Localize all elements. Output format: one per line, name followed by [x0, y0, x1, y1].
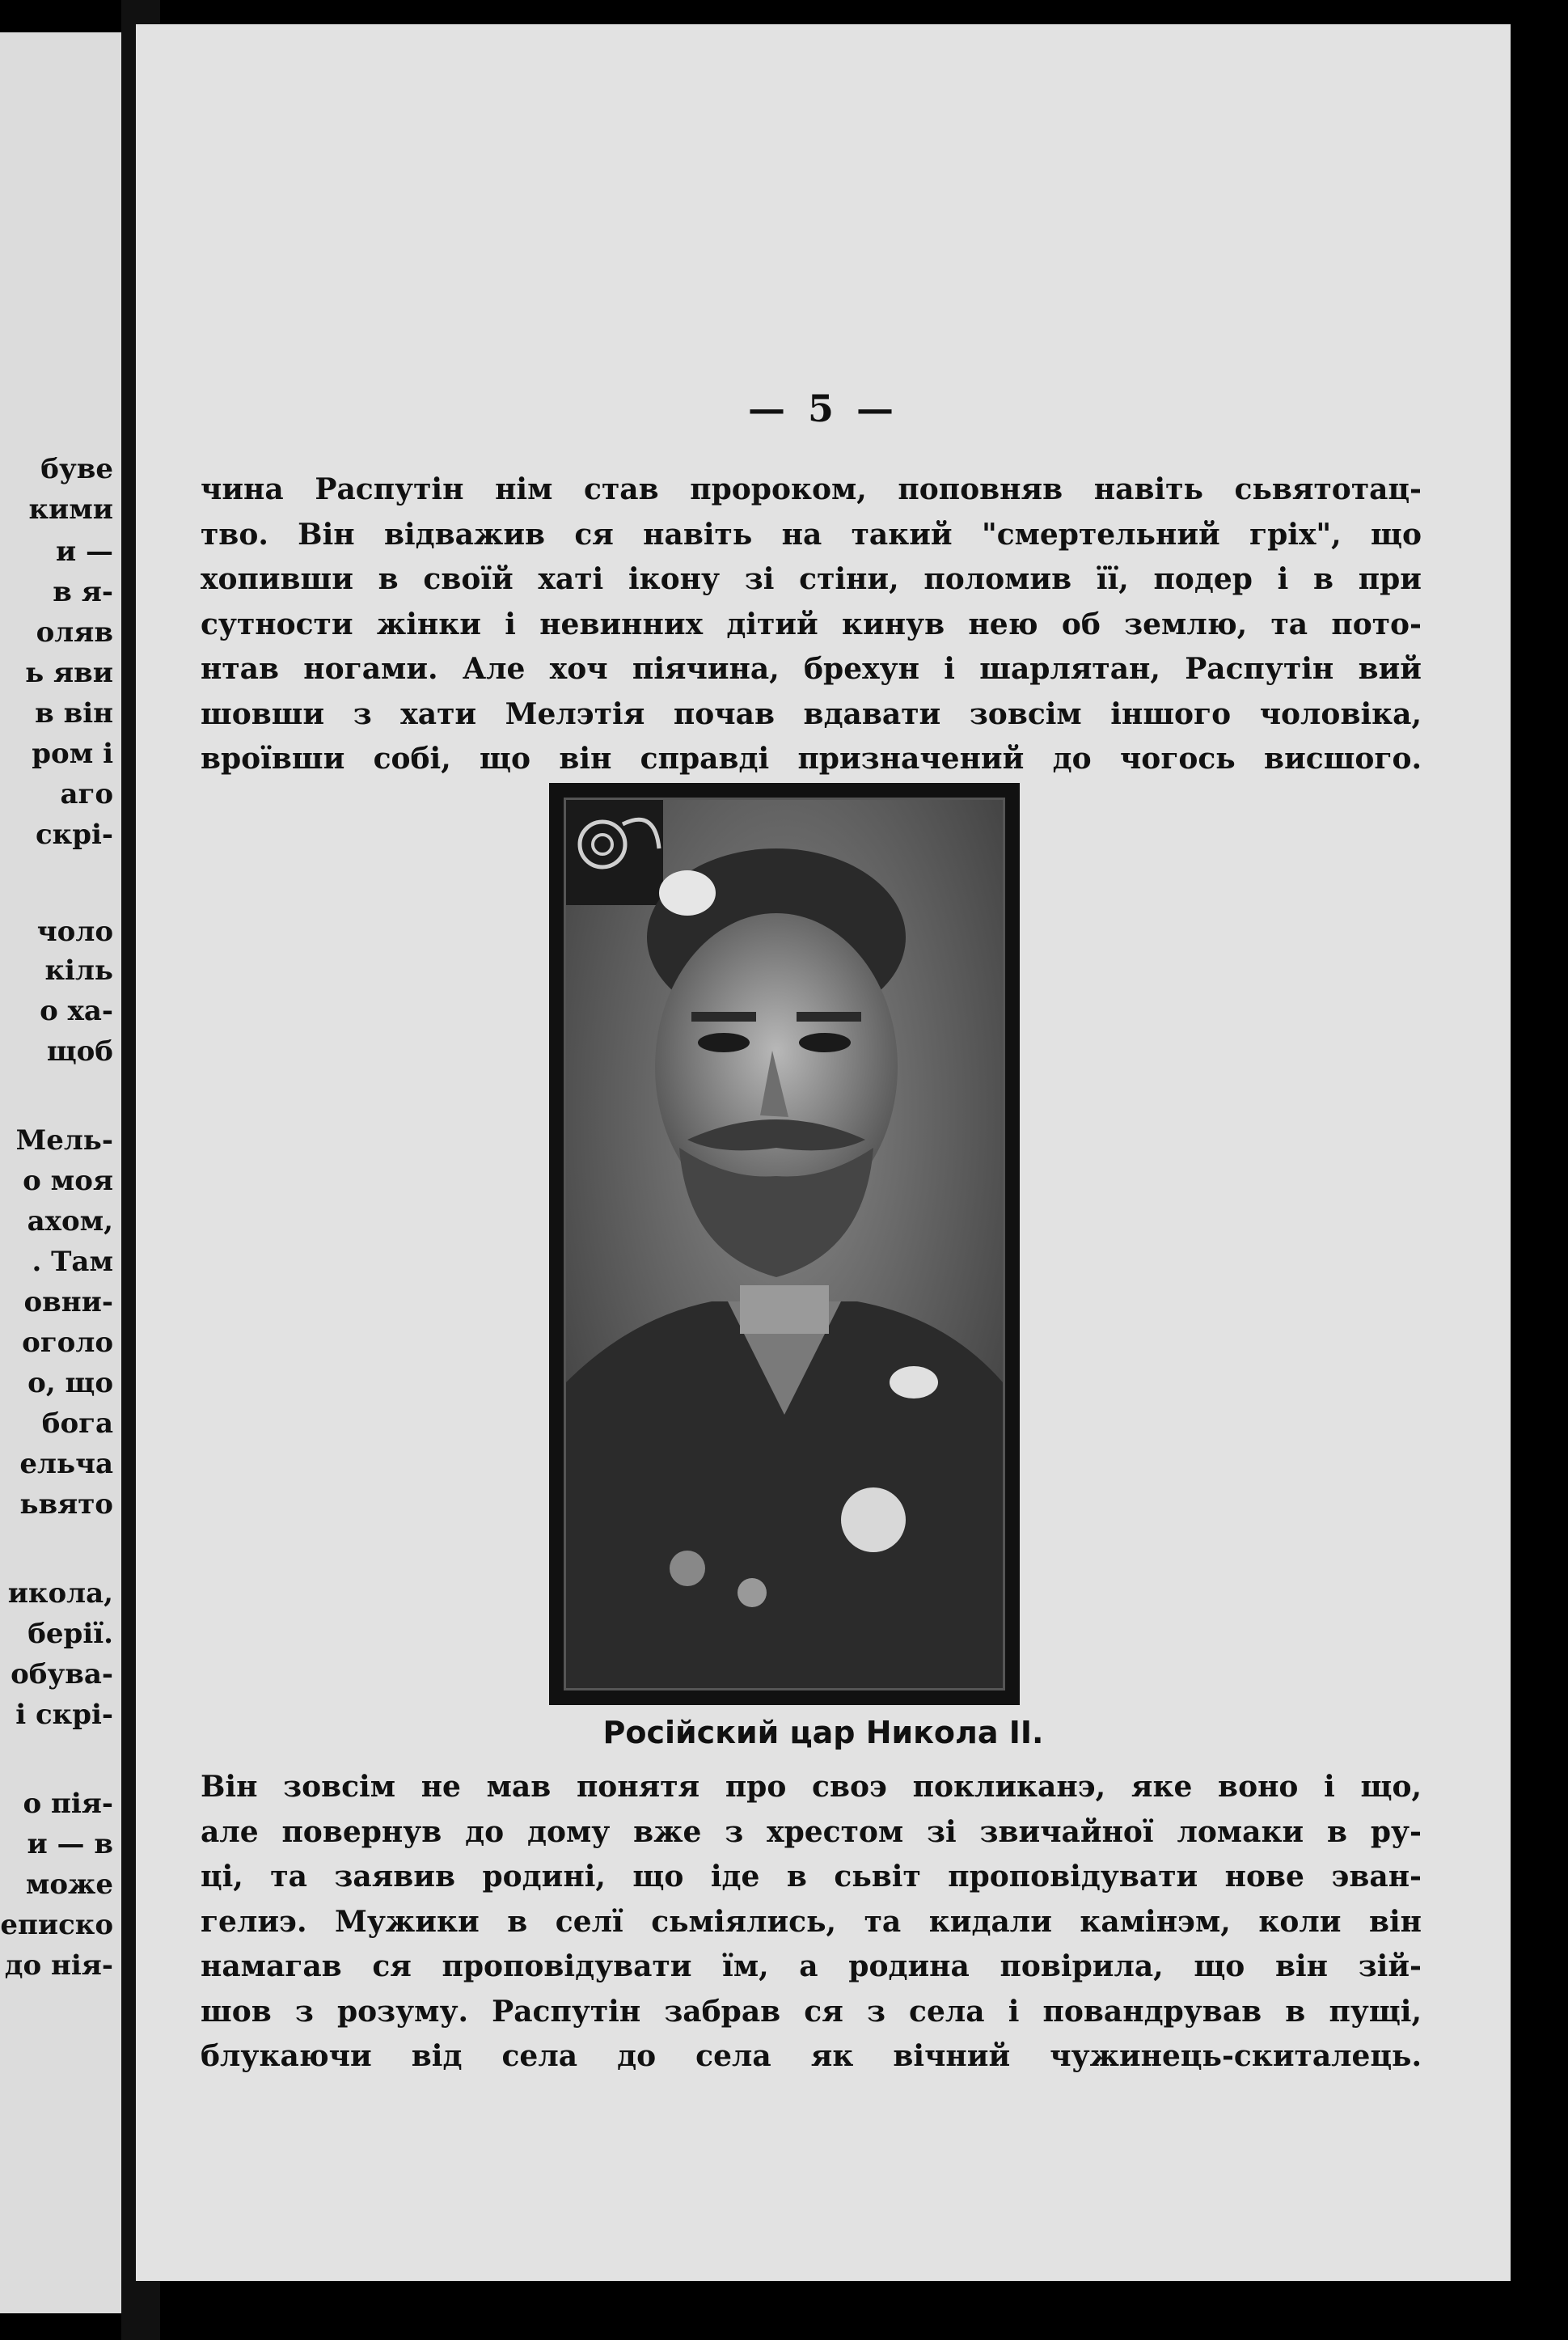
page-number: — 5 — [747, 387, 899, 430]
left-page-text-fragment: може [25, 1868, 113, 1901]
left-page-text-fragment: еписко [0, 1909, 113, 1941]
left-page-text-fragment: буве [40, 453, 113, 485]
left-page-text-fragment: берії. [27, 1618, 113, 1650]
left-page-text-fragment: в я- [53, 576, 113, 608]
text-line: нтав ногами. Але хоч піячина, брехун і шарлятан, Распутін вий [201, 652, 1422, 686]
left-page-text-fragment: чоло [36, 916, 113, 948]
text-line: але повернув до дому вже з хрестом зі звичайної ломаки в ру- [201, 1814, 1422, 1849]
left-page-text-fragment: кими [28, 493, 113, 526]
left-page-text-fragment: о ха- [40, 995, 113, 1027]
text-line: вроївши собі, що він справді призначений до чогось висшого. [201, 742, 1422, 776]
paragraph-bottom [201, 1765, 1422, 2080]
text-line: ці, та заявив родині, що іде в сьвіт проповідувати нове эван- [201, 1860, 1422, 1894]
left-page-text-fragment: обува- [11, 1658, 113, 1690]
text-line: сутности жінки і невинних дітий кинув нею об землю, та пото- [201, 607, 1422, 641]
text-line: хопивши в своїй хаті ікону зі стіни, поломив її, подер і в при [201, 562, 1422, 596]
text-line: гелиэ. Мужики в селї сьміялись, та кидали камінэм, коли він [201, 1904, 1422, 1939]
left-page-text-fragment: бога [41, 1407, 113, 1440]
left-page-text-fragment: ь яви [25, 657, 113, 689]
left-page-text-fragment: скрі- [35, 819, 113, 851]
left-page-text-fragment: щоб [46, 1035, 113, 1068]
left-page-text-fragment: кіль [44, 954, 113, 987]
portrait-frame [549, 783, 1020, 1705]
page [136, 24, 1511, 2281]
corner-ornament [566, 800, 663, 905]
text-line: шовши з хати Мелэтія почав вдавати зовсім іншого чоловіка, [201, 696, 1422, 731]
left-page-text-fragment: і скрі- [15, 1699, 113, 1731]
left-page-text-fragment: в він [35, 697, 113, 730]
left-page-text-fragment: о пія- [23, 1788, 113, 1820]
text-line: блукаючи від села до села як вічний чужинець-скиталець. [201, 2039, 1422, 2073]
left-page-text-fragment: икола, [7, 1577, 113, 1610]
left-page-text-fragment: ахом, [27, 1205, 113, 1238]
text-line: намагав ся проповідувати їм, а родина повірила, що він зій- [201, 1949, 1422, 1983]
portrait-photo [564, 798, 1005, 1690]
right-edge [1511, 0, 1568, 2340]
left-page-text-fragment: и — в [27, 1828, 113, 1860]
portrait-illustration [566, 800, 1003, 1688]
text-line: шов з розуму. Распутін забрав ся з села і повандрував в пущі, [201, 1994, 1422, 2029]
text-line: Він зовсім не мав понятя про своэ покликанэ, яке воно і що, [201, 1770, 1422, 1804]
left-page-text-fragment: до нія- [4, 1949, 113, 1982]
left-page-text-fragment: оголо [22, 1327, 113, 1359]
left-page-text-fragment: аго [60, 778, 113, 810]
paragraph-top [201, 468, 1422, 782]
left-page-text-fragment: оляв [36, 616, 113, 649]
left-page-text-fragment: и — [55, 535, 113, 568]
left-page-text-fragment: ельча [19, 1448, 113, 1480]
left-page-text-fragment: ьвято [19, 1488, 113, 1521]
left-page-text-fragment: ром і [32, 738, 113, 770]
left-page-text-fragment: Мель- [15, 1124, 113, 1157]
left-page-text-fragment: . Там [32, 1246, 113, 1278]
left-page-text-fragment: о моя [23, 1165, 113, 1197]
text-line: тво. Він відважив ся навіть на такий "смертельний гріх", що [201, 517, 1422, 552]
portrait-caption: Російский цар Никола II. [602, 1715, 1044, 1750]
text-line: чина Распутін нім став пророком, поповняв навіть сьвятотац- [201, 472, 1422, 506]
left-page-text-fragment: овни- [23, 1286, 113, 1318]
left-page-text-fragment: о, що [27, 1367, 113, 1399]
left-page-strip [0, 32, 121, 2313]
